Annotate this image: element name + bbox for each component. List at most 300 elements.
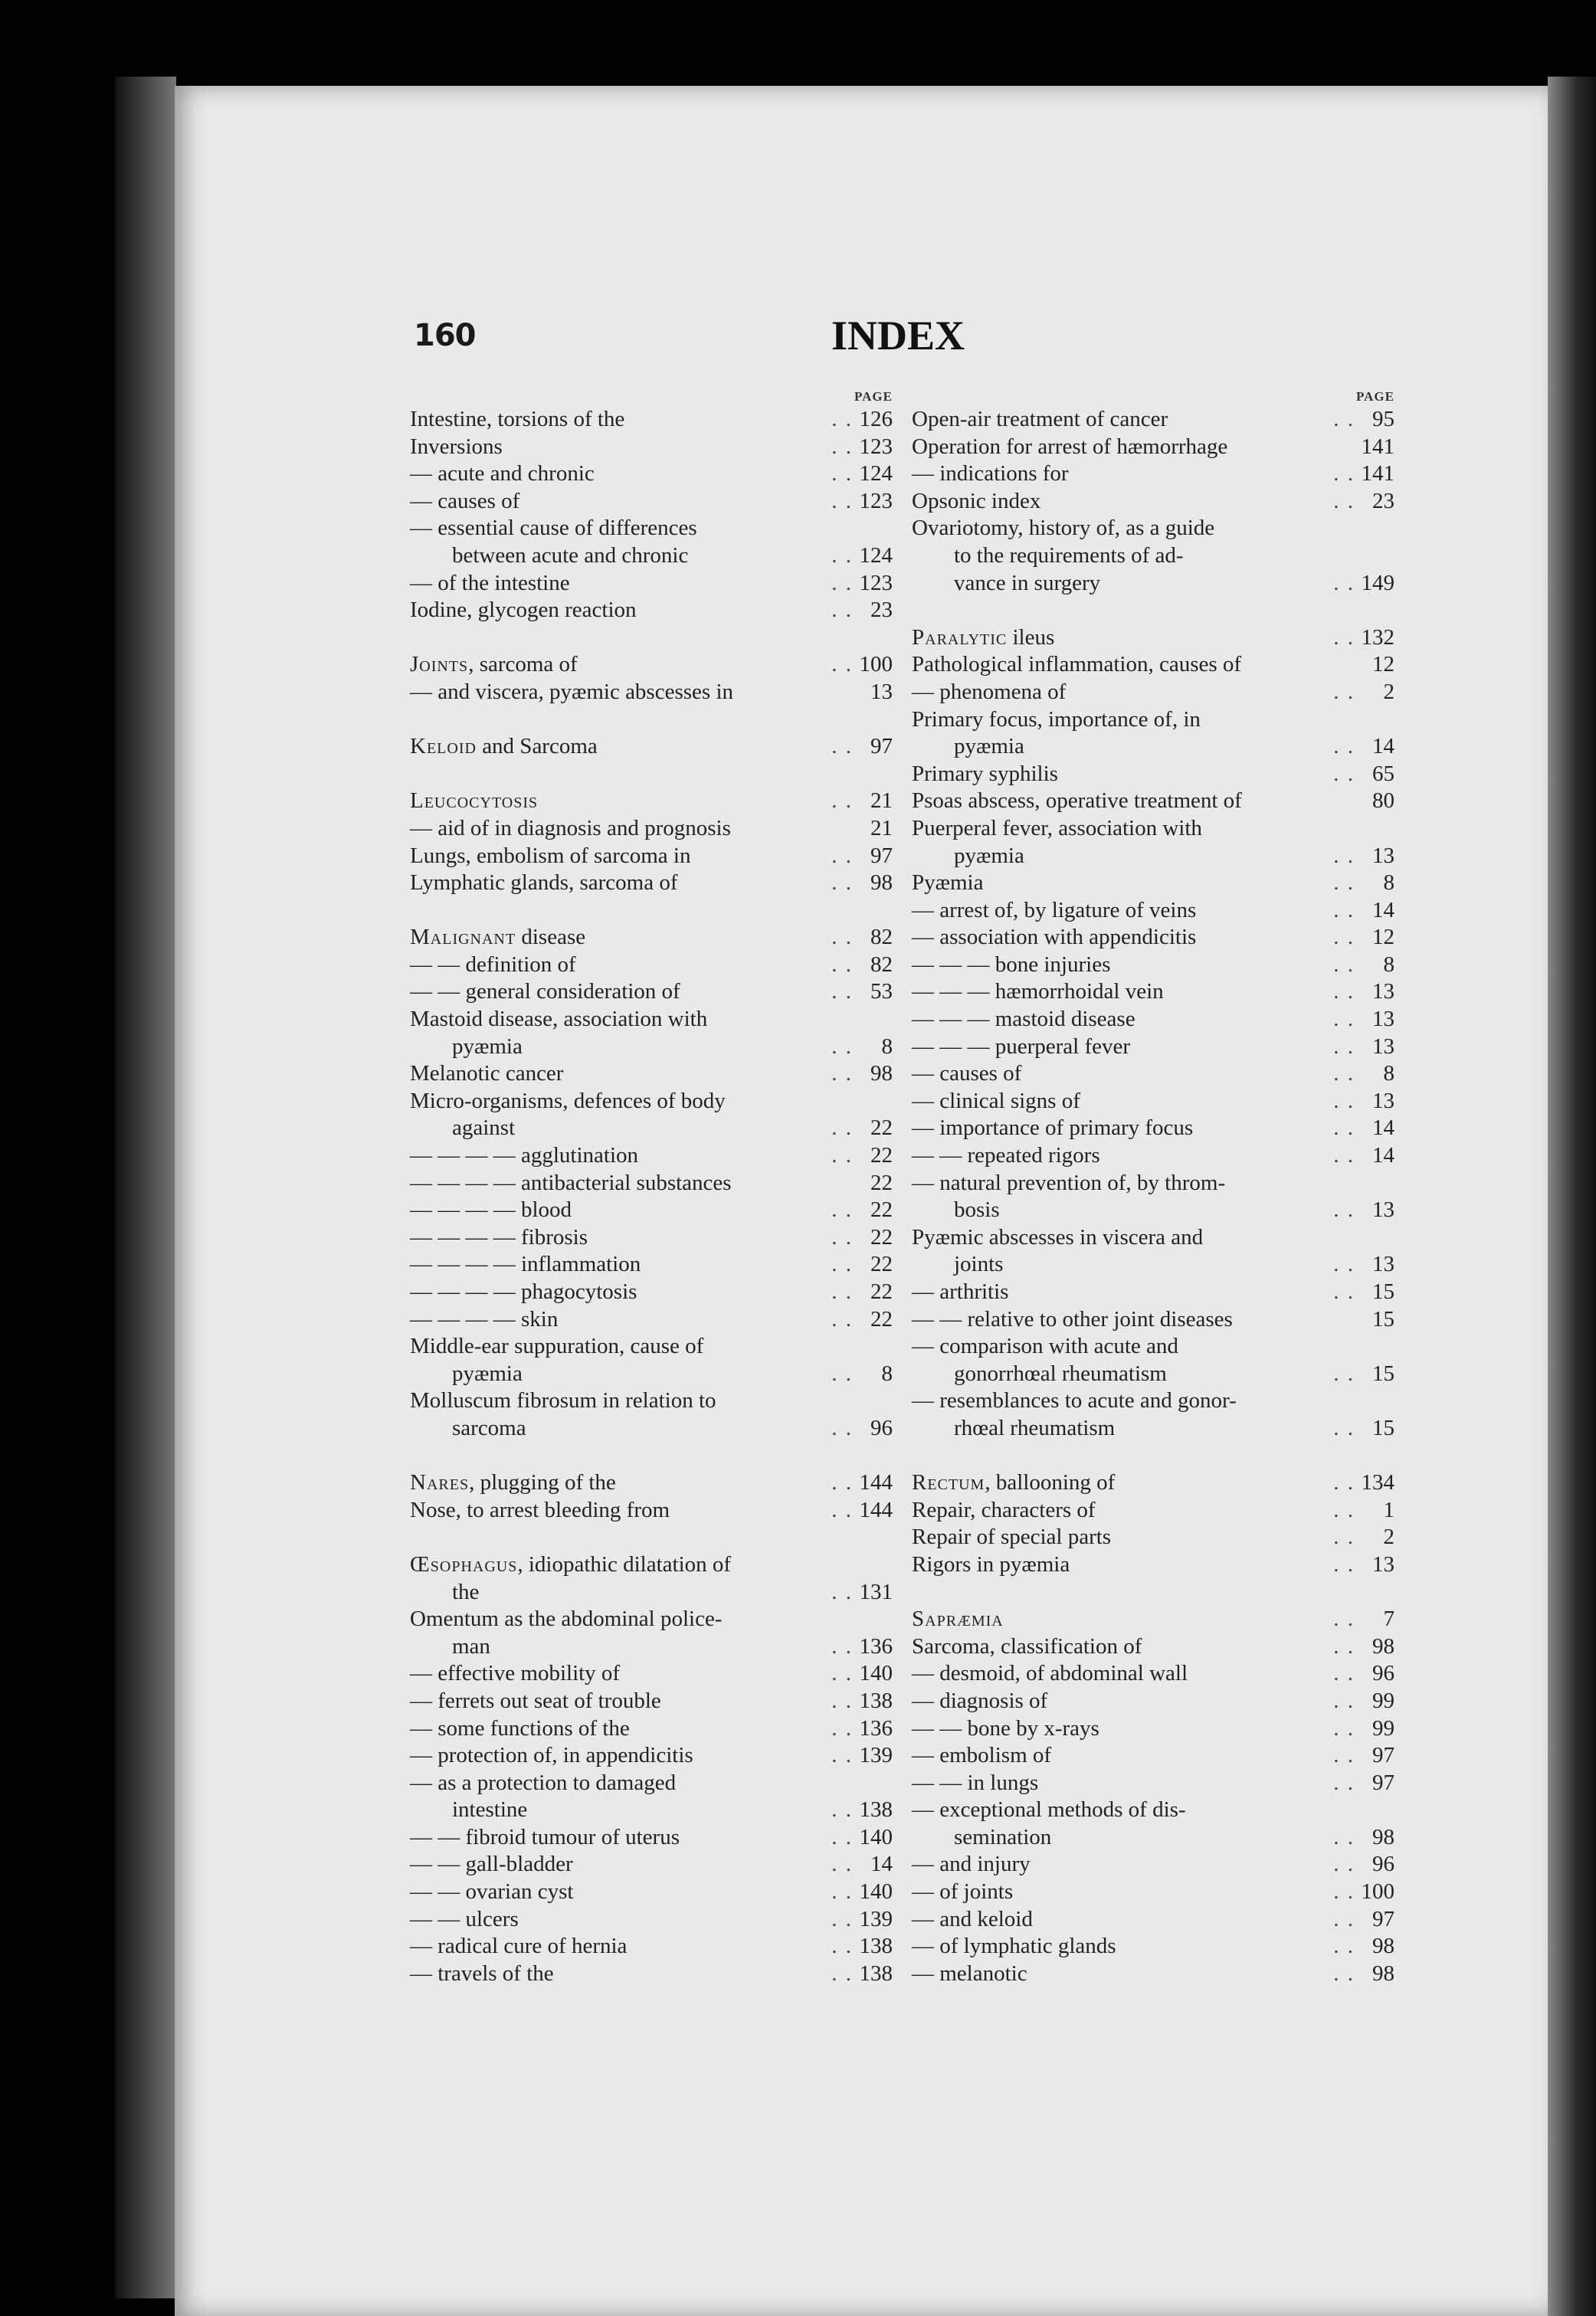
dot-leader: . . [831,979,853,1004]
dot-leader: . . [831,1034,853,1059]
index-entry [912,1333,1394,1361]
index-entry [912,1879,1394,1906]
index-page-ref: 14 [870,1852,893,1877]
index-entry-text: pyæmia [954,734,1024,759]
dot-leader: . . [1333,1551,1355,1577]
index-page-ref: 98 [1372,1934,1394,1959]
index-page-ref: 80 [1372,788,1394,814]
index-entry-text: — protection of, in appendicitis [410,1743,693,1768]
page-number: 160 [414,318,476,353]
dot-leader: . . [1333,1197,1355,1223]
index-entries-left [410,406,893,1987]
index-entry [912,1961,1394,1988]
index-entry-text: — — — puerperal fever [912,1034,1131,1059]
index-entry-text: Intestine, torsions of the [410,407,625,431]
index-entry-text: Lymphatic glands, sarcoma of [410,870,678,896]
dot-leader: . . [1333,1034,1355,1059]
index-page-ref: 138 [859,1797,893,1823]
index-entry-text: pyæmia [452,1361,523,1386]
index-entry [912,406,1394,434]
index-entry [912,515,1394,542]
index-entry [410,1088,893,1115]
index-entry-text: — natural prevention of, by throm- [912,1170,1226,1195]
index-entry [912,570,1394,598]
dot-leader: . . [1333,1770,1355,1795]
dot-leader: . . [831,1252,853,1277]
index-entry-text: — — — — blood [410,1197,572,1223]
index-page-ref: 22 [870,1170,893,1195]
index-page-ref: 2 [1383,679,1394,704]
dot-leader: . . [1333,761,1355,786]
index-entry-text: — indications for [912,461,1069,486]
index-page-ref: 23 [870,598,893,623]
index-entry [410,1551,893,1579]
index-entry [410,815,893,843]
dot-leader: . . [1333,1743,1355,1768]
dot-leader: . . [831,1743,853,1768]
index-entry-text: Repair, characters of [912,1497,1096,1522]
index-page-ref: 134 [1361,1470,1394,1495]
index-entry [410,733,893,761]
dot-leader: . . [1333,870,1355,896]
index-entry-text: — — — hæmorrhoidal vein [912,979,1164,1004]
index-entry-text: the [452,1579,480,1604]
index-entry [912,870,1394,897]
index-entry [410,1251,893,1279]
index-page-ref: 98 [1372,1633,1394,1659]
index-page-ref: 100 [859,652,893,677]
index-entry [912,706,1394,734]
index-entry [912,1906,1394,1934]
index-page-ref: 124 [859,542,893,568]
index-page-ref: 15 [1372,1279,1394,1304]
index-page-ref: 13 [1372,1034,1394,1059]
index-page-ref: 141 [1361,434,1394,459]
index-entry-text: — association with appendicitis [912,925,1197,950]
dot-leader: . . [831,1197,853,1223]
dot-leader: . . [1333,1088,1355,1113]
index-entry-text: — and viscera, pyæmic abscesses in [410,679,734,704]
index-entry [410,978,893,1006]
index-entry [410,1633,893,1661]
index-entry-text: sarcoma [452,1415,526,1440]
page-header [414,313,1341,379]
index-page-ref: 144 [859,1470,893,1495]
index-entry-text: — desmoid, of abdominal wall [912,1661,1188,1686]
dot-leader: . . [831,1143,853,1168]
index-entry-text: Operation for arrest of hæmorrhage [912,434,1228,459]
index-entry [410,1579,893,1607]
index-page-ref: 2 [1383,1525,1394,1550]
index-entry-text: bosis [954,1197,1000,1223]
dot-leader: . . [1333,1879,1355,1905]
index-page-ref: 140 [859,1661,893,1686]
index-entry [410,1224,893,1252]
index-page-ref: 98 [870,870,893,896]
index-entry-text: — ferrets out seat of trouble [410,1688,661,1713]
dot-leader: . . [1333,1661,1355,1686]
index-page-ref: 12 [1372,925,1394,950]
index-entry [410,406,893,434]
dot-leader: . . [1333,1279,1355,1304]
index-entry [912,624,1394,652]
dot-leader: . . [831,1115,853,1141]
index-entry-text: — arthritis [912,1279,1009,1304]
index-gap [912,597,1394,624]
dot-leader: . . [1333,925,1355,950]
dot-leader: . . [1333,1115,1355,1141]
index-page-ref: 8 [1383,952,1394,977]
dot-leader: . . [1333,843,1355,868]
index-page-ref: 96 [1372,1661,1394,1686]
index-entry [410,1142,893,1170]
index-entry-text: — — — — fibrosis [410,1224,588,1250]
dot-leader: . . [831,461,853,486]
index-column-left [410,389,893,1987]
index-entry [912,1088,1394,1115]
index-page-ref: 99 [1372,1688,1394,1713]
dot-leader: . . [1333,624,1355,650]
index-entry-text: — as a protection to damaged [410,1770,677,1795]
index-gap [410,761,893,788]
dot-leader: . . [831,870,853,896]
index-page-ref: 97 [1372,1906,1394,1931]
index-page-ref: 53 [870,979,893,1004]
index-entry-text: — — — — inflammation [410,1252,641,1277]
dot-leader: . . [831,1661,853,1686]
dot-leader: . . [831,1879,853,1905]
dot-leader: . . [1333,1934,1355,1959]
index-page-ref: 65 [1372,761,1394,786]
index-entry [410,460,893,488]
index-entry [912,1170,1394,1197]
index-entry [410,1851,893,1879]
index-page-ref: 141 [1361,461,1394,486]
dot-leader: . . [1333,1470,1355,1495]
index-entry-text: Pyæmic abscesses in viscera and [912,1224,1204,1250]
index-entry [912,815,1394,843]
index-entry-text: Primary focus, importance of, in [912,706,1201,732]
index-entry-text: Melanotic cancer [410,1061,564,1086]
dot-leader: . . [831,734,853,759]
index-entry-text: — causes of [410,488,520,513]
dot-leader: . . [831,1934,853,1959]
index-entries-right [912,406,1394,1987]
index-entry-text: Iodine, glycogen reaction [410,598,637,623]
index-entry [410,1961,893,1988]
index-gap [912,1579,1394,1607]
index-page-ref: 21 [870,815,893,840]
dot-leader: . . [831,1470,853,1495]
index-entry [912,1742,1394,1770]
index-entry [912,1851,1394,1879]
index-entry-text: — causes of [912,1061,1022,1086]
index-entry [410,1279,893,1306]
index-gap [410,1524,893,1551]
dot-leader: . . [1333,1415,1355,1440]
index-entry [410,788,893,815]
index-entry [912,1115,1394,1142]
index-entry [410,1606,893,1633]
dot-leader: . . [831,570,853,595]
index-entry [912,733,1394,761]
index-entry [912,897,1394,925]
index-entry-text: — — general consideration of [410,979,680,1004]
dot-leader: . . [831,652,853,677]
index-entry-text: — — gall-bladder [410,1852,573,1877]
index-entry-text: joints [954,1252,1004,1277]
index-entry-text: Molluscum fibrosum in relation to [410,1388,716,1414]
index-entry [410,570,893,598]
index-entry-text: — — — bone injuries [912,952,1111,977]
index-entry [912,1224,1394,1252]
index-page-ref: 123 [859,488,893,513]
dot-leader: . . [831,1715,853,1741]
index-page-ref: 13 [870,679,893,704]
index-entry [410,1361,893,1388]
index-entry [912,1688,1394,1715]
index-entry [912,1415,1394,1443]
index-page-ref: 124 [859,461,893,486]
index-entry [410,1906,893,1934]
index-page-ref: 97 [870,843,893,868]
index-entry [410,1770,893,1797]
index-page-ref: 13 [1372,1088,1394,1113]
dot-leader: . . [831,407,853,431]
index-entry-text: — clinical signs of [912,1088,1080,1113]
index-entry [912,1306,1394,1334]
index-entry [912,1006,1394,1034]
index-entry-text: — — in lungs [912,1770,1039,1795]
dot-leader: . . [1333,407,1355,431]
index-page-ref: 123 [859,570,893,595]
index-entry [410,843,893,870]
index-entry-text: intestine [452,1797,528,1823]
index-entry-text: — embolism of [912,1743,1052,1768]
index-page-ref: 21 [870,788,893,814]
index-page-ref: 136 [859,1633,893,1659]
index-page-ref: 98 [1372,1961,1394,1986]
index-page-ref: 13 [1372,1252,1394,1277]
index-page-ref: 82 [870,925,893,950]
index-page-ref: 8 [1383,1061,1394,1086]
index-entry [912,978,1394,1006]
index-page-ref: 23 [1372,488,1394,513]
index-page-ref: 22 [870,1115,893,1141]
index-page-ref: 13 [1372,1551,1394,1577]
index-page-ref: 22 [870,1197,893,1223]
index-entry-text: — of joints [912,1879,1014,1905]
index-entry-text: man [452,1633,490,1659]
index-entry-text: — effective mobility of [410,1661,621,1686]
index-entry [912,1824,1394,1852]
index-entry [912,843,1394,870]
index-entry-text: Paralytic ileus [912,624,1055,650]
dot-leader: . . [1333,897,1355,922]
dot-leader: . . [831,1579,853,1604]
index-page-ref: 149 [1361,570,1394,595]
index-entry-text: Pathological inflammation, causes of [912,652,1242,677]
index-entry [410,542,893,570]
dot-leader: . . [831,1497,853,1522]
dot-leader: . . [831,488,853,513]
index-entry [410,1742,893,1770]
index-entry-text: — — — — agglutination [410,1143,639,1168]
dot-leader: . . [1333,1633,1355,1659]
index-entry [410,1306,893,1334]
index-entry-text: — — relative to other joint diseases [912,1306,1233,1332]
index-entry [912,1633,1394,1661]
index-entry [912,1715,1394,1743]
index-entry-text: — — — — skin [410,1306,559,1332]
dot-leader: . . [1333,570,1355,595]
dot-leader: . . [1333,1252,1355,1277]
index-entry [410,952,893,979]
index-page-ref: 139 [859,1743,893,1768]
index-entry-text: — acute and chronic [410,461,595,486]
index-entry [912,1142,1394,1170]
index-entry-text: Sapræmia [912,1607,1004,1632]
index-entry [410,651,893,679]
index-entry [912,761,1394,788]
index-gap [410,706,893,734]
dot-leader: . . [1333,1007,1355,1032]
index-page-ref: 138 [859,1688,893,1713]
index-page-ref: 22 [870,1224,893,1250]
index-page-ref: 13 [1372,1197,1394,1223]
index-entry [912,1034,1394,1061]
dot-leader: . . [831,1961,853,1986]
dot-leader: . . [1333,1607,1355,1632]
index-entry [912,1279,1394,1306]
index-entry-text: — diagnosis of [912,1688,1048,1713]
dot-leader: . . [831,1224,853,1250]
dot-leader: . . [831,1906,853,1931]
dot-leader: . . [1333,1715,1355,1741]
index-entry-text: Rectum, ballooning of [912,1470,1116,1495]
index-entry-text: — arrest of, by ligature of veins [912,897,1197,922]
dot-leader: . . [1333,1143,1355,1168]
index-page-ref: 138 [859,1934,893,1959]
index-entry-text: — of lymphatic glands [912,1934,1116,1959]
index-entry-text: pyæmia [452,1034,523,1059]
index-entry-text: — essential cause of differences [410,516,697,541]
dot-leader: . . [831,1279,853,1304]
dot-leader: . . [1333,1525,1355,1550]
index-entry-text: between acute and chronic [452,542,689,568]
index-entry [410,1469,893,1497]
index-page-ref: 22 [870,1279,893,1304]
index-entry-text: — — repeated rigors [912,1143,1100,1168]
index-page-ref: 82 [870,952,893,977]
index-gap [410,1443,893,1470]
index-entry [410,1387,893,1415]
index-page-ref: 15 [1372,1415,1394,1440]
index-entry-text: Psoas abscess, operative treatment of [912,788,1242,814]
index-entry-text: Pyæmia [912,870,984,896]
index-page-ref: 97 [1372,1743,1394,1768]
index-entry [912,1797,1394,1824]
scan-edge-right [1548,77,1596,2316]
index-entry-text: Opsonic index [912,488,1041,513]
index-entry [912,488,1394,516]
index-page-ref: 1 [1383,1497,1394,1522]
index-entry-text: Micro-organisms, defences of body [410,1088,726,1113]
index-page-ref: 95 [1372,407,1394,431]
index-entry-text: Lungs, embolism of sarcoma in [410,843,691,868]
index-entry [912,788,1394,815]
index-entry-text: — comparison with acute and [912,1334,1178,1359]
dot-leader: . . [831,1415,853,1440]
dot-leader: . . [1333,1497,1355,1522]
index-entry [410,1660,893,1688]
dot-leader: . . [1333,1906,1355,1931]
index-entry-text: — importance of primary focus [912,1115,1194,1141]
index-entry-text: Rigors in pyæmia [912,1551,1070,1577]
index-page-ref: 13 [1372,843,1394,868]
index-entry [410,434,893,461]
index-page-ref: 138 [859,1961,893,1986]
index-entry-text: — melanotic [912,1961,1027,1986]
index-entry-text: — exceptional methods of dis- [912,1797,1186,1823]
index-entry [912,1251,1394,1279]
index-entry-text: — — definition of [410,952,576,977]
dot-leader: . . [831,1361,853,1386]
index-page-ref: 13 [1372,979,1394,1004]
dot-leader: . . [831,1797,853,1823]
dot-leader: . . [831,925,853,950]
index-entry [410,1060,893,1088]
index-page-ref: 96 [870,1415,893,1440]
index-page-ref: 14 [1372,897,1394,922]
index-entry-text: — aid of in diagnosis and prognosis [410,815,731,840]
index-entry-text: — — — mastoid disease [912,1007,1136,1032]
dot-leader: . . [831,434,853,459]
index-entry [912,924,1394,952]
index-page-ref: 8 [1383,870,1394,896]
index-entry [912,1060,1394,1088]
index-page-ref: 98 [870,1061,893,1086]
index-entry [410,679,893,706]
index-entry [912,1606,1394,1633]
index-entry-text: Omentum as the abdominal police- [410,1607,723,1632]
index-entry-text: — phenomena of [912,679,1067,704]
index-entry-text: Mastoid disease, association with [410,1007,708,1032]
dot-leader: . . [831,1633,853,1659]
index-entry-text: — and keloid [912,1906,1033,1931]
index-entry [410,1115,893,1142]
dot-leader: . . [1333,734,1355,759]
index-page-ref: 139 [859,1906,893,1931]
index-entry-text: rhœal rheumatism [954,1415,1116,1440]
dot-leader: . . [831,1852,853,1877]
index-page-ref: 97 [870,734,893,759]
index-entry [912,542,1394,570]
index-entry [410,1034,893,1061]
dot-leader: . . [1333,1688,1355,1713]
index-entry-text: — — ovarian cyst [410,1879,574,1905]
dot-leader: . . [1333,979,1355,1004]
index-entry [410,1197,893,1224]
index-entry-text: Joints, sarcoma of [410,652,578,677]
index-entry-text: Nares, plugging of the [410,1470,616,1495]
index-page-ref: 14 [1372,1143,1394,1168]
index-entry-text: — travels of the [410,1961,554,1986]
scan-edge-left [115,77,176,2298]
dot-leader: . . [1333,488,1355,513]
index-page-ref: 99 [1372,1715,1394,1741]
dot-leader: . . [1333,679,1355,704]
